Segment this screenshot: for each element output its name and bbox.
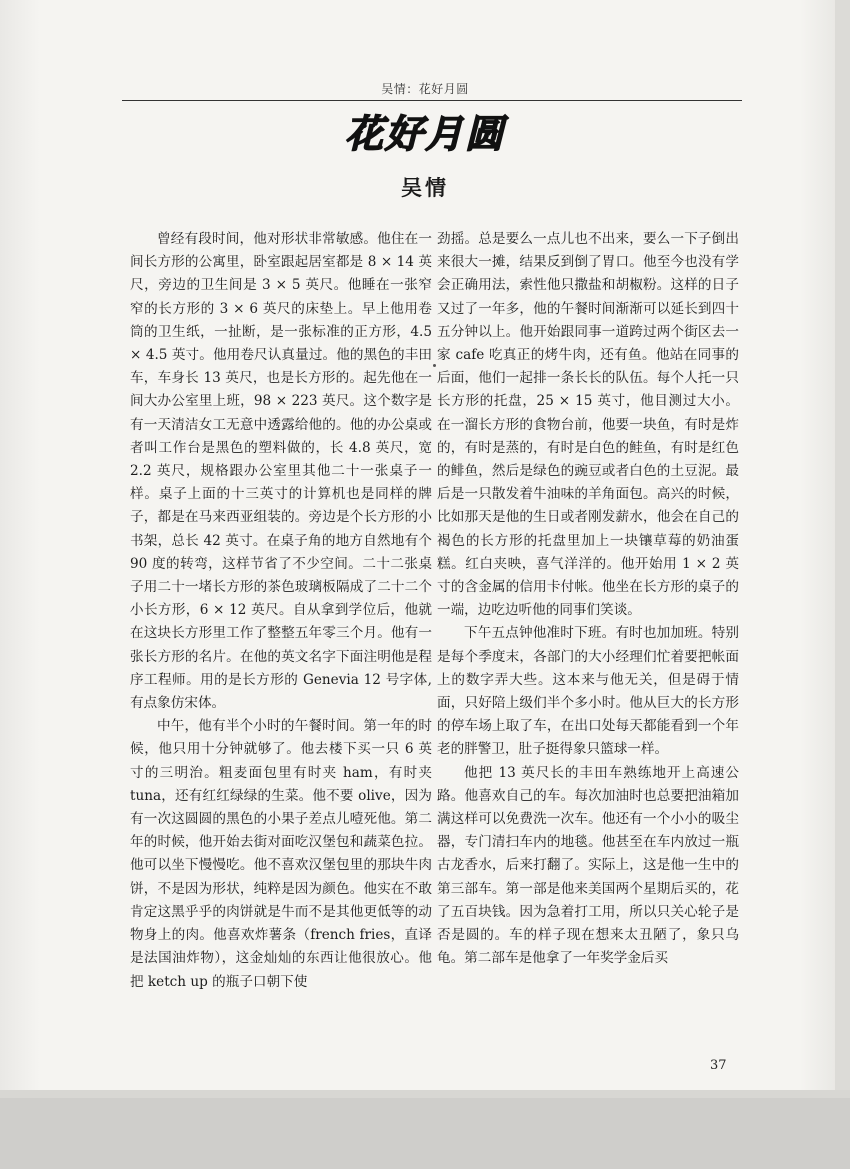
paragraph: 中午，他有半个小时的午餐时间。第一年的时候，他只用十分钟就够了。他去楼下买一只 6 英寸的三明治。粗麦面包里有时夹 ham，有时夹 tuna，还有红红绿绿的生菜。他不要 olive，因为有一次这圆圆的黑色的小果子差点儿噎死他。第二年的时候，他开始去街对面吃汉堡包和蔬菜色拉。他可以坐下慢慢吃。他不喜欢汉堡包里的那块牛肉饼，不是因为形状，纯粹是因为颜色。他实在不敢肯定这黑乎乎的肉饼就是牛而不是其他更低等的动物身上的肉。他喜欢炸薯条（french fries，直译是法国油炸物），这金灿灿的东西让他很放心。他把 ketch up 的瓶子口朝下使 [130, 718, 432, 990]
scan-margin-shadow [0, 1098, 850, 1169]
scan-speck [433, 364, 436, 367]
running-head: 吴情：花好月圆 [381, 82, 469, 96]
header-rule [122, 100, 742, 101]
left-column [130, 228, 432, 994]
paragraph: 他把 13 英尺长的丰田车熟练地开上高速公路。他喜欢自己的车。每次加油时也总要把油箱加满这样可以免费洗一次车。他还有一个小小的吸尘器，专门清扫车内的地毯。他甚至在车内放过一瓶古龙香水，后来打翻了。实际上，这是他一生中的第三部车。第一部是他来美国两个星期后买的，花了五百块钱。因为急着打工用，所以只关心轮子是否是圆的。车的样子现在想来太丑陋了，象只乌龟。第二部车是他拿了一年奖学金后买 [437, 764, 739, 967]
author-name: 吴情 [401, 176, 449, 200]
paragraph: 劲摇。总是要么一点儿也不出来，要么一下子倒出来很大一摊，结果反到倒了胃口。他至今也没有学会正确用法，索性他只撒盐和胡椒粉。这样的日子又过了一年多，他的午餐时间渐渐可以延长到四十五分钟以上。他开始跟同事一道跨过两个街区去一家 cafe 吃真正的烤牛肉，还有鱼。他站在同事的后面，他们一起排一条长长的队伍。每个人托一只长方形的托盘，25 × 15 英寸，他目测过大小。在一溜长方形的食物台前，他要一块鱼，有时是炸的，有时是蒸的，有时是白色的鲑鱼，有时是红色的鲱鱼，然后是绿色的豌豆或者白色的土豆泥。最后是一只散发着牛油味的羊角面包。高兴的时候，比如那天是他的生日或者刚发薪水，他会在自己的褐色的长方形的托盘里加上一块镶草莓的奶油蛋糕。红白夹映，喜气洋洋的。他开始用 1 × 2 英寸的含金属的信用卡付帐。他坐在长方形的桌子的一端，边吃边听他的同事们笑谈。 [437, 231, 739, 619]
right-column [437, 228, 739, 971]
paragraph: 下午五点钟他准时下班。有时也加加班。特别是每个季度末，各部门的大小经理们忙着要把帐面上的数字弄大些。这本来与他无关，但是碍于情面，只好陪上级们半个多小时。他从巨大的长方形的停车场上取了车，在出口处每天都能看到一个年老的胖警卫，肚子挺得象只篮球一样。 [437, 625, 739, 758]
page-number: 37 [710, 1058, 727, 1073]
paragraph: 曾经有段时间，他对形状非常敏感。他住在一间长方形的公寓里，卧室跟起居室都是 8 × 14 英尺，旁边的卫生间是 3 × 5 英尺。他睡在一张窄窄的长方形的 3 × 6 英尺的床垫上。早上他用卷筒的卫生纸，一扯断，是一张标准的正方形，4.5 × 4.5 英寸。他用卷尺认真量过。他的黑色的丰田车，车身长 13 英尺，也是长方形的。起先他在一间大办公室里上班，98 × 223 英尺。这个数字是有一天清洁女工无意中透露给他的。他的办公桌或者叫工作台是黑色的塑料做的，长 4.8 英尺，宽 2.2 英尺，规格跟办公室里其他二十一张桌子一样。桌子上面的十三英寸的计算机也是同样的牌子，都是在马来西亚组装的。旁边是个长方形的小书架，总长 42 英寸。在桌子角的地方自然地有个 90 度的转弯，这样节省了不少空间。二十二张桌子用二十一堵长方形的茶色玻璃板隔成了二十二个小长方形，6 × 12 英尺。自从拿到学位后，他就在这块长方形里工作了整整五年零三个月。他有一张长方形的名片。在他的英文名字下面注明他是程序工程师。用的是长方形的 Genevia 12 号字体,有点象仿宋体。 [130, 231, 432, 712]
article-title: 花好月圆 [344, 112, 505, 156]
